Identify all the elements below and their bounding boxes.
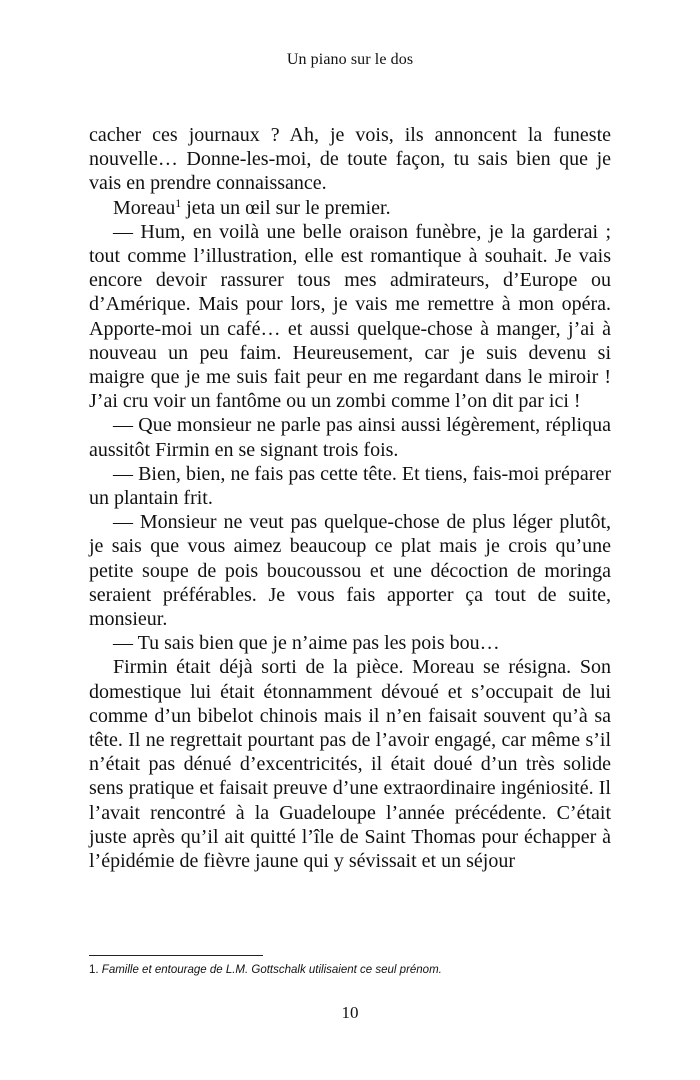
paragraph-6: — Monsieur ne veut pas quelque-chose de plus léger plutôt, je sais que vous aimez beaucoup ce plat mais je crois qu’une petite soupe de pois boucoussou et une décoction de moringa seraient préférables. Je vous fais apporter ça tout de suite, monsieur. [89, 511, 611, 631]
paragraph-2-start: Moreau [113, 196, 176, 219]
footnote-divider [89, 955, 263, 956]
paragraph-4: — Que monsieur ne parle pas ainsi aussi légèrement, répliqua aussitôt Firmin en se signant trois fois. [89, 414, 611, 461]
paragraph-5: — Bien, bien, ne fais pas cette tête. Et tiens, fais-moi préparer un plantain frit. [89, 462, 611, 510]
body-text [89, 123, 611, 873]
page-number: 10 [341, 1003, 359, 1022]
paragraph-2 [89, 196, 611, 220]
footnote-reference: 1 [175, 195, 182, 210]
paragraph-1: cacher ces journaux ? Ah, je vois, ils annoncent la funeste nouvelle… Donne-les-moi, de toute façon, tu sais bien que je vais en prendre connaissance. [89, 124, 611, 195]
footnote-text: Famille et entourage de L.M. Gottschalk utilisaient ce seul prénom. [101, 964, 442, 976]
paragraph-3: — Hum, en voilà une belle oraison funèbre, je la garderai ; tout comme l’illustration, elle est romantique à souhait. Je vais encore devoir rassurer tous mes admirateurs, d’Europe ou d’Amérique. Mais pour lors, je vais me remettre à mon opéra. Apporte-moi un café… et aussi quelque-chose à manger, j’ai à nouveau un peu faim. Heureusement, car je suis devenu si maigre que je me suis fait peur en me regardant dans le miroir ! J’ai cru voir un fantôme ou un zombi comme l’on dit par ici ! [89, 220, 611, 413]
footnote [89, 963, 611, 978]
paragraph-8: Firmin était déjà sorti de la pièce. Moreau se résigna. Son domestique lui était étonnamment dévoué et s’occupait de lui comme d’un bibelot chinois mais il n’en faisait souvent qu’à sa tête. Il ne regrettait pourtant pas de l’avoir engagé, car même s’il n’était pas dénué d’excentricités, il était doué d’un très solide sens pratique et faisait preuve d’une extraordinaire ingéniosité. Il l’avait rencontré à la Guadeloupe l’année précédente. C’était juste après qu’il ait quitté l’île de Saint Thomas pour échapper à l’épidémie de fièvre jaune qui y sévissait et un séjour [89, 656, 611, 873]
paragraph-2-end: jeta un œil sur le premier. [181, 196, 391, 219]
running-head: Un piano sur le dos [286, 51, 414, 68]
paragraph-7: — Tu sais bien que je n’aime pas les pois bou… [113, 632, 500, 655]
footnote-number: 1. [89, 964, 99, 976]
